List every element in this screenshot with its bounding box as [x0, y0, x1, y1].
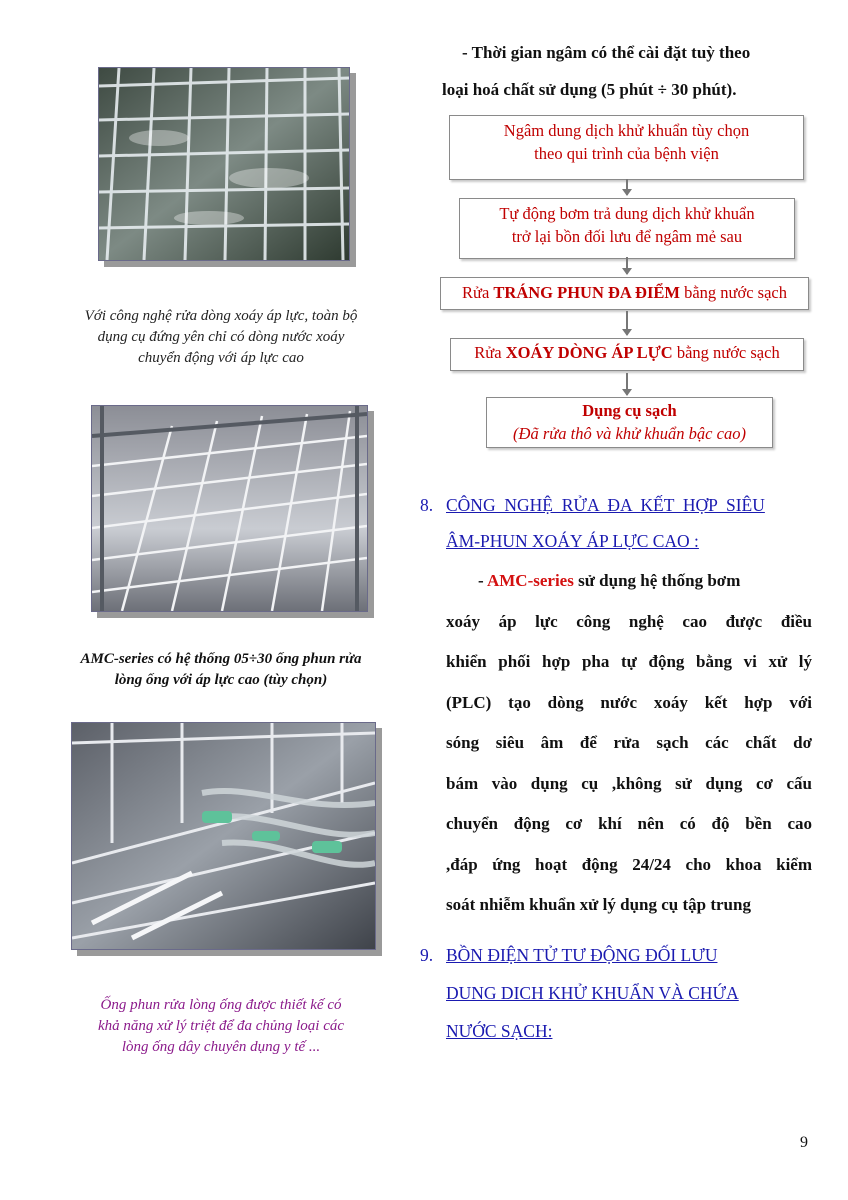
section-9-heading: 9. BỒN ĐIỆN TỬ TƯ ĐỘNG ĐỐI LƯU DUNG DICH KHỬ KHUẨN VÀ CHỨA NƯỚC SẠCH:	[420, 945, 739, 1041]
flow-step-clean-instruments: Dụng cụ sạch (Đã rửa thô và khử khuẩn bậc cao)	[486, 397, 773, 448]
intro-line-2: loại hoá chất sử dụng (5 phút ÷ 30 phút).	[442, 80, 737, 99]
basket-spray-photo	[91, 405, 368, 612]
tube-nozzle-photo	[71, 722, 376, 950]
section-8-body: - AMC-series sử dụng hệ thống bơm xoáy áp lực công nghệ cao được điều khiển phối hợp pha tự động bằng vi xử lý (PLC) tạo dòng nước xoáy kết hợp với sóng siêu âm để rửa sạch các chất dơ bám vào dụng cụ ,không sử dụng cơ cấu chuyển động cơ khí nên có độ bền cao ,đáp ứng hoạt động 24/24 cho khoa kiểm soát nhiễm khuẩn xử lý dụng cụ tập trung	[446, 571, 812, 914]
flow-arrow-2	[626, 257, 628, 274]
brand-amc-series: AMC-series	[486, 571, 574, 590]
flow-arrow-4	[626, 373, 628, 395]
section-8-heading: 8. CÔNG NGHỆ RỬA ĐA KẾT HỢP SIÊU ÂM-PHUN XOÁY ÁP LỰC CAO :	[420, 495, 765, 551]
flow-arrow-1	[626, 179, 628, 195]
caption-vortex-wash: Với công nghệ rửa dòng xoáy áp lực, toàn bộ dụng cụ đứng yên chỉ có dòng nước xoáy chuyển động với áp lực cao	[84, 308, 358, 366]
page-number: 9	[800, 1134, 808, 1151]
grid-soak-photo	[98, 67, 350, 261]
flow-step-vortex-wash: Rửa XOÁY DÒNG ÁP LỰC bằng nước sạch	[450, 338, 804, 371]
flow-step-pump-back: Tự động bơm trả dung dịch khử khuẩn trở lại bồn đối lưu để ngâm mẻ sau	[459, 198, 795, 259]
caption-lumen-nozzle: Ống phun rửa lòng ống được thiết kế có khả năng xử lý triệt để đa chủng loại các lòng ống dây chuyên dụng y tế ...	[97, 997, 345, 1055]
flow-step-soak: Ngâm dung dịch khử khuẩn tùy chọn theo qui trình của bệnh viện	[449, 115, 804, 180]
flow-step-multipoint-rinse: Rửa TRÁNG PHUN ĐA ĐIỂM bằng nước sạch	[440, 277, 809, 310]
caption-lumen-spray-system: AMC-series có hệ thống 05÷30 ống phun rửa lòng ống với áp lực cao (tùy chọn)	[80, 651, 362, 688]
flow-arrow-3	[626, 311, 628, 335]
intro-line-1: - Thời gian ngâm có thể cài đặt tuỳ theo	[462, 43, 751, 62]
